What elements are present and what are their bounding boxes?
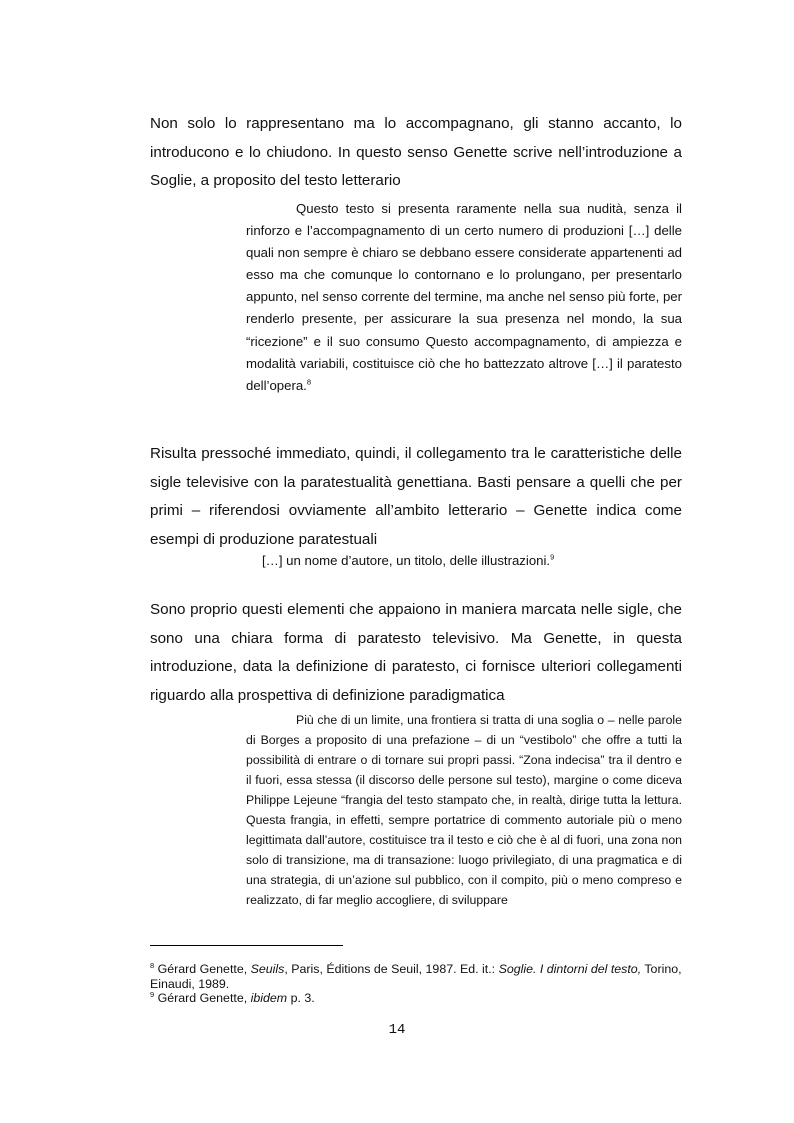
body-paragraph-2: Risulta pressoché immediato, quindi, il collegamento tra le caratteristiche delle sigle televisive con la paratestualità genettiana. Basti pensare a quelli che per primi – riferendosi ovviamente all’ambito letterario – Genette indica come esempi di produzione paratestuali — [150, 445, 682, 548]
footnote-9: $^9$ Gérard Genette, ibidem p. 3. — [150, 990, 315, 1006]
body-paragraph-1: Non solo lo rappresentano ma lo accompagnano, gli stanno accanto, lo introducono e lo chiudono. In questo senso Genette scrive nell’introduzione a Soglie, a proposito del testo letterario — [150, 115, 682, 190]
block-quote-2 — [262, 553, 554, 568]
footnote-ref-8: 8 — [306, 377, 312, 387]
body-paragraph-3: Sono proprio questi elementi che appaiono in maniera marcata nelle sigle, che sono una chiara forma di paratesto televisivo. Ma Genette, in questa introduzione, data la definizione di paratesto, ci fornisce ulteriori collegamenti riguardo alla prospettiva di definizione paradigmatica — [150, 601, 682, 704]
page-number: 14 — [388, 1022, 406, 1038]
block-quote-1 — [246, 198, 682, 397]
footnotes — [150, 962, 710, 1006]
block-quote-3: Più che di un limite, una frontiera si tratta di una soglia o – nelle parole di Borges a proposito di una prefazione – di un “vestibolo” che offre a tutti la possibilità di entrare o di tornare sui propri passi. “Zona indecisa” tra il dentro e il fuori, essa stessa (il discorso delle persone sul testo), margine o come diceva Philippe Lejeune “frangia del testo stampato che, in realtà, dirige tutta la lettura. Questa frangia, in effetti, sempre portatrice di commento autoriale più o meno legittimata dall’autore, costituisce tra il testo e ciò che è al di fuori, una zona non solo di transizione, ma di transazione: luogo privilegiato, di una pragmatica e di una strategia, di un’azione sul pubblico, con il compito, più o meno compreso e realizzato, di far meglio accogliere, di sviluppare — [246, 713, 682, 907]
block-quote-1-text: Questo testo si presenta raramente nella sua nudità, senza il rinforzo e l’accompagnamento di un certo numero di produzioni […] delle quali non sempre è chiaro se debbano essere considerate appartenenti ad esso ma che comunque lo contornano e lo prolungano, per presentarlo appunto, nel senso corrente del termine, ma anche nel senso più forte, per renderlo presente, per assicurare la sua presenza nel mondo, la sua “ricezione” e il suo consumo Questo accompagnamento, di ampiezza e modalità variabili, costituisce ciò che ho battezzato altrove […] il paratesto dell’opera. — [246, 201, 682, 393]
footnote-ref-9: 9 — [550, 552, 555, 562]
footnote-8: $^8$ Gérard Genette, Seuils, Paris, Éditions de Seuil, 1987. Ed. it.: Soglie. I dintorni del testo, Torino, Einaudi, 1989. — [150, 960, 682, 991]
footnote-separator — [150, 945, 343, 946]
block-quote-2-text: […] un nome d’autore, un titolo, delle illustrazioni. — [262, 553, 551, 568]
